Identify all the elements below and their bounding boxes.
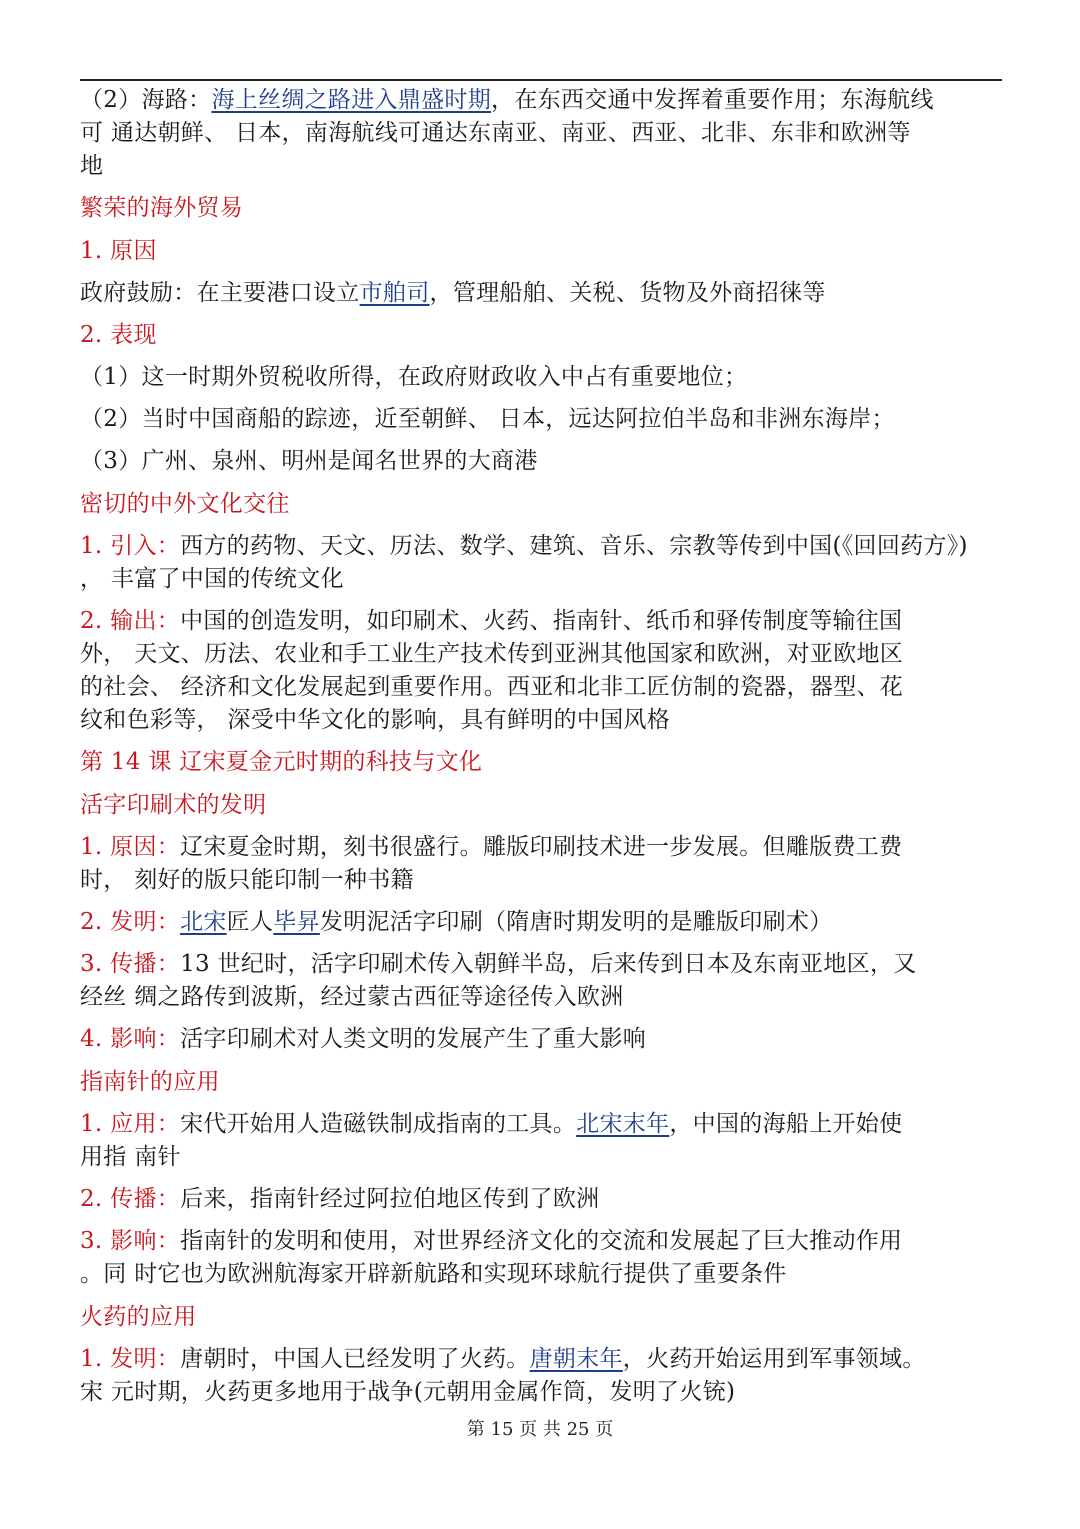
heading-text: 1. 原因：	[80, 834, 181, 860]
body-text: 后来，指南针经过阿拉伯地区传到了欧洲	[180, 1186, 600, 1212]
text-line	[80, 907, 833, 937]
heading-text: 1. 应用：	[80, 1111, 181, 1137]
body-text: 中国的创造发明，如印刷术、火药、指南针、纸币和驿传制度等输往国	[180, 608, 903, 634]
underlined-term: 唐朝末年	[529, 1346, 623, 1372]
body-text: ，在东西交通中发挥着重要作用；东海航线	[491, 87, 934, 113]
heading-text: 1. 引入：	[80, 533, 181, 559]
heading-text: 密切的中外文化交往	[80, 491, 290, 517]
text-line	[80, 1184, 599, 1214]
body-text: ，管理船舶、关税、货物及外商招徕等	[429, 280, 826, 306]
heading-text: 活字印刷术的发明	[80, 792, 267, 818]
body-text: 。同 时它也为欧洲航海家开辟新航路和实现环球航行提供了重要条件	[80, 1261, 787, 1287]
text-line	[80, 1259, 787, 1289]
body-text: ，火药开始运用到军事领域。	[622, 1346, 926, 1372]
body-text: 活字印刷术对人类文明的发展产生了重大影响	[180, 1026, 647, 1052]
heading-text: 4. 影响：	[80, 1026, 181, 1052]
body-text: 的社会、 经济和文化发展起到重要作用。西亚和北非工匠仿制的瓷器，器型、花	[80, 674, 904, 700]
text-line	[80, 1024, 646, 1054]
body-text: ，中国的海船上开始使	[669, 1111, 903, 1137]
heading-text: 3. 传播：	[80, 951, 181, 977]
text-line	[80, 672, 903, 702]
text-line	[80, 278, 826, 308]
body-text: 唐朝时，中国人已经发明了火药。	[180, 1346, 530, 1372]
text-line	[80, 1067, 220, 1097]
text-line	[80, 832, 902, 862]
body-text: （3）广州、泉州、明州是闻名世界的大商港	[80, 448, 538, 474]
text-line	[80, 85, 934, 115]
text-line	[80, 865, 414, 895]
text-line	[80, 446, 538, 476]
body-text: 用指 南针	[80, 1144, 181, 1170]
underlined-term: 毕昇	[273, 909, 320, 935]
body-text: 匠人	[226, 909, 274, 935]
text-line	[80, 531, 968, 561]
text-line	[80, 982, 624, 1012]
text-line	[80, 606, 902, 636]
top-rule	[80, 79, 1002, 81]
text-line	[80, 564, 344, 594]
body-text: 西方的药物、天文、历法、数学、建筑、音乐、宗教等传到中国(《回回药方》)	[180, 533, 968, 559]
body-text: 纹和色彩等， 深受中华文化的影响，具有鲜明的中国风格	[80, 707, 671, 733]
underlined-term: 北宋	[180, 909, 227, 935]
text-line	[80, 1344, 926, 1374]
body-text: （2）当时中国商船的踪迹，近至朝鲜、 日本，远达阿拉伯半岛和非洲东海岸；	[80, 406, 895, 432]
body-text: 外， 天文、历法、农业和手工业生产技术传到亚洲其他国家和欧洲，对亚欧地区	[80, 641, 904, 667]
text-line	[80, 489, 290, 519]
text-line	[80, 705, 670, 735]
body-text: ， 丰富了中国的传统文化	[80, 566, 344, 592]
underlined-term: 北宋末年	[576, 1111, 670, 1137]
text-line	[80, 639, 903, 669]
body-text: 经丝 绸之路传到波斯，经过蒙古西征等途径传入欧洲	[80, 984, 624, 1010]
heading-text: 火药的应用	[80, 1304, 197, 1330]
underlined-term: 市舶司	[359, 280, 430, 306]
heading-text: 繁荣的海外贸易	[80, 195, 244, 221]
heading-text: 3. 影响：	[80, 1228, 181, 1254]
text-line	[80, 747, 482, 777]
heading-text: 2. 传播：	[80, 1186, 181, 1212]
heading-text: 1. 发明：	[80, 1346, 181, 1372]
text-line	[80, 949, 917, 979]
text-line	[80, 1142, 181, 1172]
text-line	[80, 1109, 902, 1139]
text-line	[80, 118, 911, 148]
body-text: 地	[80, 153, 104, 179]
text-line	[80, 151, 103, 181]
text-line	[80, 1302, 197, 1332]
body-text: 时， 刻好的版只能印制一种书籍	[80, 867, 414, 893]
heading-text: 2. 表现	[80, 322, 157, 348]
text-line	[80, 1377, 735, 1407]
heading-text: 2. 发明：	[80, 909, 181, 935]
body-text: 政府鼓励：在主要港口设立	[80, 280, 360, 306]
body-text: 13 世纪时，活字印刷术传入朝鲜半岛，后来传到日本及东南亚地区，又	[180, 951, 917, 977]
body-text: 宋 元时期，火药更多地用于战争(元朝用金属作筒，发明了火铳)	[80, 1379, 736, 1405]
body-text: 宋代开始用人造磁铁制成指南的工具。	[180, 1111, 577, 1137]
text-line	[80, 236, 157, 266]
text-line	[80, 193, 243, 223]
text-line	[80, 320, 157, 350]
page-footer: 第 15 页 共 25 页	[466, 1419, 614, 1440]
underlined-term: 海上丝绸之路进入鼎盛时期	[211, 87, 492, 113]
heading-text: 第 14 课 辽宋夏金元时期的科技与文化	[80, 749, 483, 775]
text-line	[80, 362, 747, 392]
body-text: （1）这一时期外贸税收所得，在政府财政收入中占有重要地位；	[80, 364, 748, 390]
text-line	[80, 404, 895, 434]
heading-text: 2. 输出：	[80, 608, 181, 634]
text-line	[80, 1226, 902, 1256]
body-text: 可 通达朝鲜、 日本，南海航线可通达东南亚、南亚、西亚、北非、东非和欧洲等	[80, 120, 911, 146]
text-line	[80, 790, 266, 820]
body-text: 发明泥活字印刷（隋唐时期发明的是雕版印刷术）	[319, 909, 833, 935]
body-text: 辽宋夏金时期，刻书很盛行。雕版印刷技术进一步发展。但雕版费工费	[180, 834, 903, 860]
body-text: （2）海路：	[80, 87, 212, 113]
heading-text: 指南针的应用	[80, 1069, 220, 1095]
body-text: 指南针的发明和使用，对世界经济文化的交流和发展起了巨大推动作用	[180, 1228, 903, 1254]
heading-text: 1. 原因	[80, 238, 157, 264]
